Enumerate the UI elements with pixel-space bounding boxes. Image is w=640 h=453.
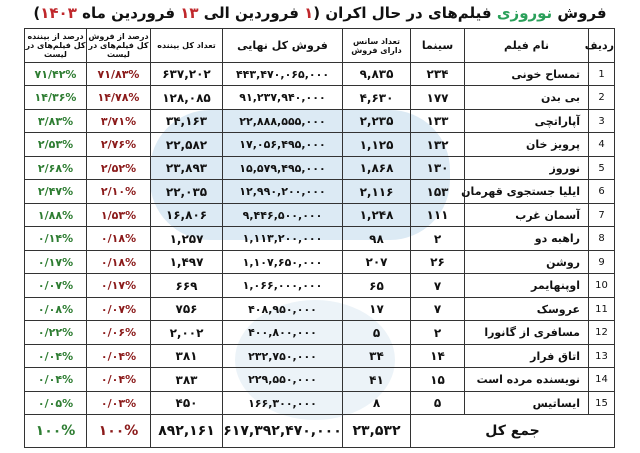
- viewers-percent: ۰/۰۴%: [25, 344, 87, 367]
- row-rank: 12: [589, 321, 615, 344]
- sales-percent: ۰/۱۸%: [87, 227, 151, 250]
- movie-name: نوروز: [465, 156, 589, 179]
- viewer-count: ۴۵۰: [151, 391, 223, 414]
- row-rank: 7: [589, 203, 615, 226]
- title-mid2: فروردین ماه: [76, 4, 181, 22]
- table-row: [25, 156, 615, 179]
- sales-percent: ۰/۰۴%: [87, 368, 151, 391]
- table-row: [25, 297, 615, 320]
- viewers-percent: ۰/۰۷%: [25, 274, 87, 297]
- movie-name: ایلیا جستجوی قهرمان: [465, 180, 589, 203]
- table-row: [25, 274, 615, 297]
- table-row: [25, 321, 615, 344]
- sales-percent: ۳/۷۱%: [87, 109, 151, 132]
- total-sales: ۱۷,۰۵۶,۴۹۵,۰۰۰: [223, 133, 343, 156]
- viewer-count: ۶۳۷,۲۰۲: [151, 63, 223, 86]
- movie-name: بی بدن: [465, 86, 589, 109]
- row-rank: 4: [589, 133, 615, 156]
- viewer-count: ۷۵۶: [151, 297, 223, 320]
- total-sales: ۴۰۸,۹۵۰,۰۰۰: [223, 297, 343, 320]
- movie-name: عروسک: [465, 297, 589, 320]
- total-sales: ۴۰۰,۸۰۰,۰۰۰: [223, 321, 343, 344]
- title-date-start: ۱: [304, 4, 314, 22]
- header-sales: فروش کل نهایی: [223, 29, 343, 63]
- viewer-count: ۳۸۱: [151, 344, 223, 367]
- sales-percent: ۲/۵۲%: [87, 156, 151, 179]
- session-count: ۱,۲۴۸: [343, 203, 411, 226]
- title-year: ۱۴۰۳: [40, 4, 77, 22]
- viewer-count: ۲۳,۸۹۳: [151, 156, 223, 179]
- viewers-percent: ۲/۶۸%: [25, 156, 87, 179]
- total-sales: ۲۲۹,۵۵۰,۰۰۰: [223, 368, 343, 391]
- row-rank: 10: [589, 274, 615, 297]
- header-rank: ردیف: [589, 29, 615, 63]
- viewer-count: ۱۶,۸۰۶: [151, 203, 223, 226]
- session-count: ۲,۱۱۶: [343, 180, 411, 203]
- viewer-count: ۱,۴۹۷: [151, 250, 223, 273]
- viewers-percent: ۰/۰۵%: [25, 391, 87, 414]
- row-rank: 6: [589, 180, 615, 203]
- viewer-count: ۱,۲۵۷: [151, 227, 223, 250]
- sales-percent: ۰/۰۳%: [87, 391, 151, 414]
- session-count: ۴۱: [343, 368, 411, 391]
- cinema-count: ۱۷۷: [411, 86, 465, 109]
- movie-name: آپاراتچی: [465, 109, 589, 132]
- session-count: ۹۸: [343, 227, 411, 250]
- viewer-count: ۳۸۳: [151, 368, 223, 391]
- movie-name: اتاق فرار: [465, 344, 589, 367]
- cinema-count: ۷: [411, 297, 465, 320]
- table-row: [25, 203, 615, 226]
- viewers-percent: ۰/۱۷%: [25, 250, 87, 273]
- movie-name: تمساح خونی: [465, 63, 589, 86]
- cinema-count: ۲۶: [411, 250, 465, 273]
- table-row: [25, 133, 615, 156]
- viewers-percent: ۰/۱۴%: [25, 227, 87, 250]
- session-count: ۱۷: [343, 297, 411, 320]
- movie-name: اوپنهایمر: [465, 274, 589, 297]
- cinema-count: ۱۵۳: [411, 180, 465, 203]
- row-rank: 9: [589, 250, 615, 273]
- sales-percent: ۰/۰۴%: [87, 344, 151, 367]
- sales-percent: ۰/۱۸%: [87, 250, 151, 273]
- table-row: [25, 63, 615, 86]
- cinema-count: ۱۱۱: [411, 203, 465, 226]
- sales-percent: ۱/۵۳%: [87, 203, 151, 226]
- viewers-percent: ۲/۴۷%: [25, 180, 87, 203]
- total-label: جمع کل: [411, 415, 615, 448]
- session-count: ۸: [343, 391, 411, 414]
- movie-name: راهبه دو: [465, 227, 589, 250]
- total-sales: ۹۱,۲۳۷,۹۴۰,۰۰۰: [223, 86, 343, 109]
- row-rank: 14: [589, 368, 615, 391]
- row-rank: 15: [589, 391, 615, 414]
- cinema-count: ۱۳۰: [411, 156, 465, 179]
- viewers-percent: ۱۴/۳۶%: [25, 86, 87, 109]
- sales-percent: ۰/۱۷%: [87, 274, 151, 297]
- movie-name: آسمان غرب: [465, 203, 589, 226]
- viewer-count: ۲,۰۰۲: [151, 321, 223, 344]
- cinema-count: ۲: [411, 227, 465, 250]
- viewer-count: ۱۲۸,۰۸۵: [151, 86, 223, 109]
- viewers-percent: ۰/۲۲%: [25, 321, 87, 344]
- session-count: ۹,۸۳۵: [343, 63, 411, 86]
- viewers-percent: ۰/۰۴%: [25, 368, 87, 391]
- movie-name: روشن: [465, 250, 589, 273]
- total-sales: ۱,۱۱۳,۲۰۰,۰۰۰: [223, 227, 343, 250]
- sales-percent: ۲/۱۰%: [87, 180, 151, 203]
- cinema-count: ۲: [411, 321, 465, 344]
- viewer-count: ۲۲,۰۳۵: [151, 180, 223, 203]
- viewers-percent: ۷۱/۴۲%: [25, 63, 87, 86]
- total-row: [25, 415, 615, 448]
- total-viewers: ۸۹۲,۱۶۱: [151, 415, 223, 448]
- row-rank: 1: [589, 63, 615, 86]
- viewer-count: ۳۴,۱۶۳: [151, 109, 223, 132]
- page-title: [0, 4, 640, 26]
- total-sales: ۱,۰۶۶,۰۰۰,۰۰۰: [223, 274, 343, 297]
- movie-name: مسافری از گانورا: [465, 321, 589, 344]
- session-count: ۳۴: [343, 344, 411, 367]
- viewer-count: ۲۲,۵۸۲: [151, 133, 223, 156]
- cinema-count: ۱۴: [411, 344, 465, 367]
- session-count: ۲۰۷: [343, 250, 411, 273]
- session-count: ۲,۲۳۵: [343, 109, 411, 132]
- cinema-count: ۱۵: [411, 368, 465, 391]
- total-sales: ۲۲,۸۸۸,۵۵۵,۰۰۰: [223, 109, 343, 132]
- table-row: [25, 391, 615, 414]
- table-row: [25, 368, 615, 391]
- table-row: [25, 250, 615, 273]
- viewers-percent: ۳/۸۳%: [25, 109, 87, 132]
- total-sales: ۱۶۶,۳۰۰,۰۰۰: [223, 391, 343, 414]
- header-cinema: سینما: [411, 29, 465, 63]
- table-row: [25, 109, 615, 132]
- header-viewers: تعداد کل بیننده: [151, 29, 223, 63]
- title-rest: فیلم‌های در حال اکران (: [313, 4, 497, 22]
- header-name: نام فیلم: [465, 29, 589, 63]
- cinema-count: ۷: [411, 274, 465, 297]
- title-end: ): [33, 4, 41, 22]
- sales-percent: ۲/۷۶%: [87, 133, 151, 156]
- title-mid: فروردین الی: [198, 4, 305, 22]
- cinema-count: ۱۳۳: [411, 109, 465, 132]
- table-row: [25, 227, 615, 250]
- row-rank: 8: [589, 227, 615, 250]
- total-sales: ۱۲,۹۹۰,۲۰۰,۰۰۰: [223, 180, 343, 203]
- session-count: ۱,۸۶۸: [343, 156, 411, 179]
- total-sales: ۲۳۲,۷۵۰,۰۰۰: [223, 344, 343, 367]
- total-sales-sum: ۶۱۷,۳۹۲,۴۷۰,۰۰۰: [223, 415, 343, 448]
- session-count: ۴,۶۳۰: [343, 86, 411, 109]
- cinema-count: ۵: [411, 391, 465, 414]
- sales-percent: ۱۴/۷۸%: [87, 86, 151, 109]
- viewers-percent: ۲/۵۳%: [25, 133, 87, 156]
- total-sales: ۹,۴۴۶,۵۰۰,۰۰۰: [223, 203, 343, 226]
- sales-percent: ۷۱/۸۳%: [87, 63, 151, 86]
- row-rank: 11: [589, 297, 615, 320]
- row-rank: 2: [589, 86, 615, 109]
- title-date-end: ۱۳: [180, 4, 199, 22]
- header-sessions: تعداد سانس دارای فروش: [343, 29, 411, 63]
- sales-percent: ۰/۰۷%: [87, 297, 151, 320]
- table-row: [25, 344, 615, 367]
- sales-percent: ۰/۰۶%: [87, 321, 151, 344]
- viewers-percent: ۱/۸۸%: [25, 203, 87, 226]
- movie-name: ایساتیس: [465, 391, 589, 414]
- header-row: [25, 29, 615, 63]
- viewer-count: ۶۶۹: [151, 274, 223, 297]
- cinema-count: ۱۳۲: [411, 133, 465, 156]
- header-viewers-pct: درصد از بیننده کل فیلم‌های در لیست: [25, 29, 87, 63]
- session-count: ۶۵: [343, 274, 411, 297]
- total-sessions: ۲۳,۵۳۲: [343, 415, 411, 448]
- table-row: [25, 86, 615, 109]
- table-row: [25, 180, 615, 203]
- session-count: ۵: [343, 321, 411, 344]
- total-sales: ۱۵,۵۷۹,۴۹۵,۰۰۰: [223, 156, 343, 179]
- total-viewers-percent: ۱۰۰%: [25, 415, 87, 448]
- movie-name: پرویز خان: [465, 133, 589, 156]
- title-highlight: نوروزی: [496, 4, 553, 22]
- viewers-percent: ۰/۰۸%: [25, 297, 87, 320]
- header-sales-pct: درصد از فروش کل فیلم‌های در لیست: [87, 29, 151, 63]
- row-rank: 5: [589, 156, 615, 179]
- session-count: ۱,۱۲۵: [343, 133, 411, 156]
- total-sales: ۱,۱۰۷,۶۵۰,۰۰۰: [223, 250, 343, 273]
- row-rank: 3: [589, 109, 615, 132]
- cinema-count: ۲۳۴: [411, 63, 465, 86]
- total-sales-percent: ۱۰۰%: [87, 415, 151, 448]
- row-rank: 13: [589, 344, 615, 367]
- total-sales: ۴۴۳,۴۷۰,۰۶۵,۰۰۰: [223, 63, 343, 86]
- movie-name: نویسنده مرده است: [465, 368, 589, 391]
- box-office-table: [24, 28, 615, 448]
- title-lead: فروش: [552, 4, 607, 22]
